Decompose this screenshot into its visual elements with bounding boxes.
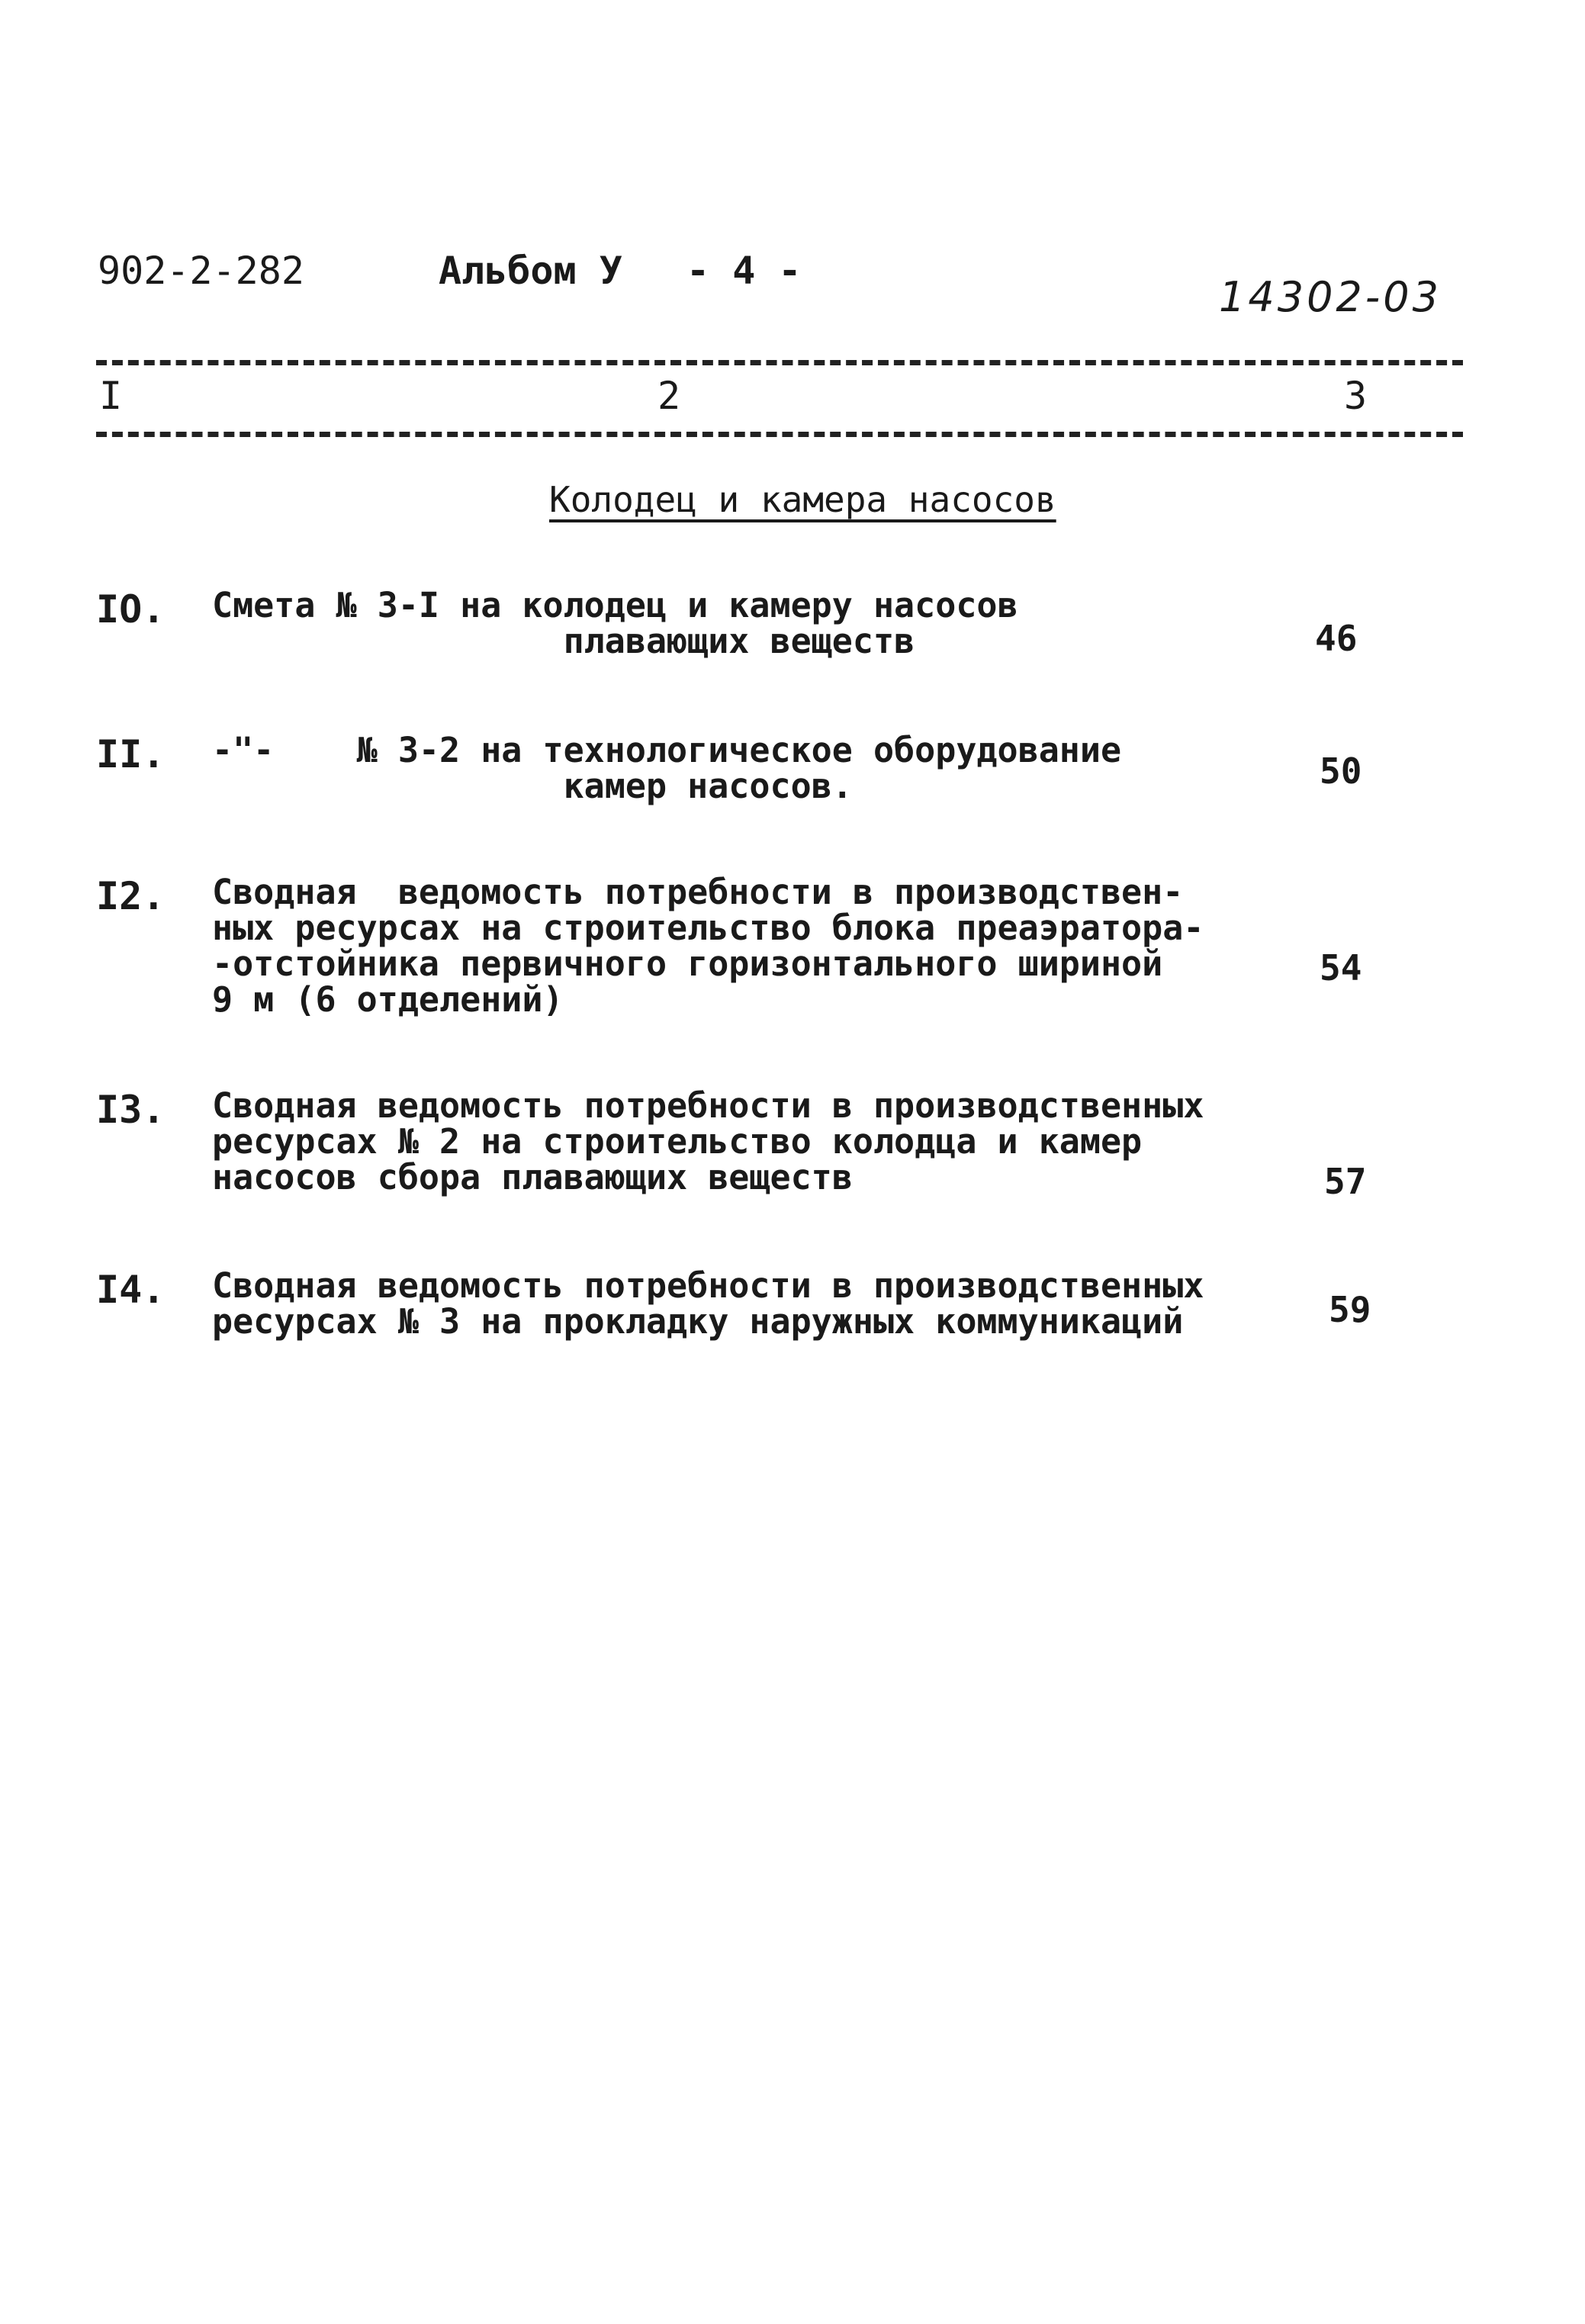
entry-text	[212, 732, 1121, 804]
column-number-2: 2	[657, 374, 681, 418]
entry-number: IO.	[96, 587, 166, 632]
entry-text-line: плавающих веществ	[212, 621, 915, 661]
entry-text-line: Сводная ведомость потребности в производственных	[212, 1085, 1204, 1126]
entry-text-line: ресурсах № 3 на прокладку наружных коммуникаций	[212, 1301, 1184, 1342]
entry-text-line: Сводная ведомость потребности в производствен-	[212, 872, 1184, 912]
entry-text-line: -"- № 3-2 на технологическое оборудование	[212, 730, 1122, 770]
entry-page: 50	[1320, 751, 1362, 792]
entry-page: 57	[1324, 1161, 1367, 1202]
dashed-rule-bottom	[96, 432, 1463, 437]
entry-page: 46	[1315, 618, 1358, 659]
page-number: - 4 -	[686, 249, 802, 293]
entry-page: 59	[1329, 1289, 1371, 1330]
entry-text-line: ных ресурсах на строительство блока преаэратора-	[212, 908, 1204, 948]
entry-text	[212, 1085, 1204, 1197]
entry-text-line: камер насосов.	[212, 766, 853, 806]
entry-number: II.	[96, 732, 166, 776]
entry-text-line: -отстойника первичного горизонтального шириной	[212, 943, 1163, 984]
entry-number: I4.	[96, 1268, 166, 1312]
handwritten-code: 14302-03	[1219, 273, 1442, 321]
entry-text-line: ресурсах № 2 на строительство колодца и камер	[212, 1121, 1143, 1162]
dashed-rule-top	[96, 360, 1463, 365]
entry-text	[212, 1265, 1204, 1342]
entry-text-line: 9 м (6 отделений)	[212, 979, 564, 1020]
entry-text	[212, 587, 1018, 659]
entry-number: I3.	[96, 1088, 166, 1132]
album-label: Альбом У	[439, 249, 622, 293]
entry-number: I2.	[96, 874, 166, 918]
column-number-1: I	[99, 374, 123, 418]
section-title: Колодец и камера насосов	[549, 479, 1056, 520]
entry-text-line: насосов сбора плавающих веществ	[212, 1157, 853, 1197]
column-number-3: 3	[1344, 374, 1368, 418]
entry-page: 54	[1320, 947, 1362, 988]
document-code: 902-2-282	[98, 249, 304, 293]
entry-text-line: Смета № 3-I на колодец и камеру насосов	[212, 585, 1018, 625]
entry-text-line: Сводная ведомость потребности в производственных	[212, 1265, 1204, 1306]
entry-text	[212, 872, 1204, 1020]
